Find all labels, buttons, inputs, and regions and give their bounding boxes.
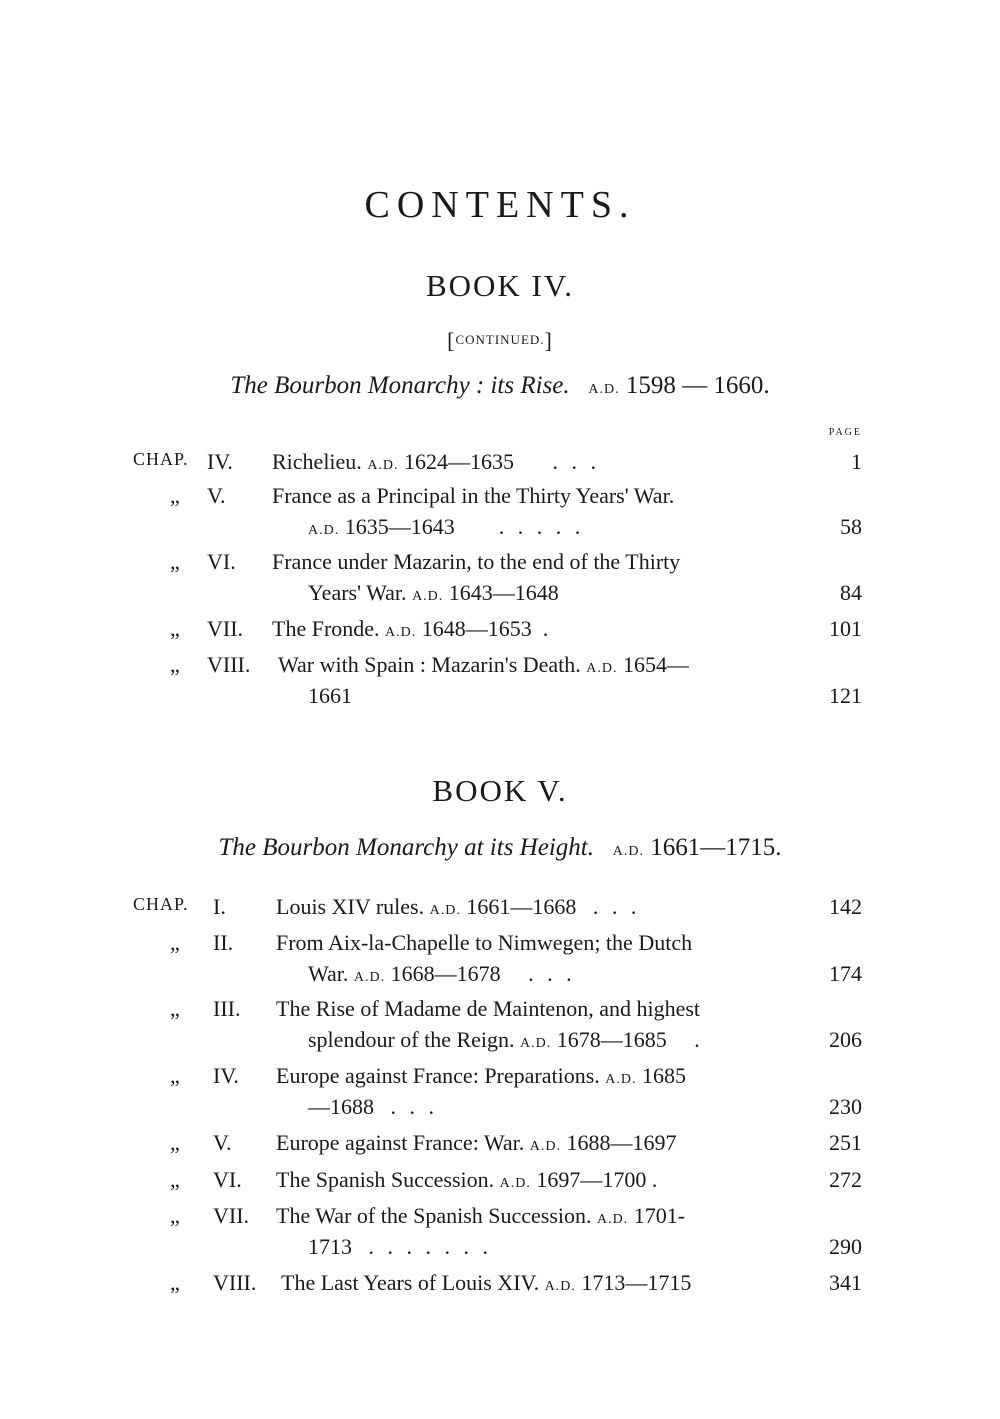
- chapter-number: I.: [213, 894, 226, 919]
- ditto-mark: „: [170, 1130, 180, 1155]
- page-number: 290: [829, 1234, 862, 1259]
- page-number: 142: [829, 894, 862, 919]
- page-number: 272: [829, 1167, 862, 1192]
- book-v-subtitle-text: The Bourbon Monarchy at its Height.: [218, 834, 594, 861]
- chapter-title-line-2: —1688 . . .: [308, 1094, 438, 1119]
- continued-label: CONTINUED.: [455, 331, 545, 347]
- chapter-title-line: The War of the Spanish Succession. A.D. 1701-: [276, 1203, 686, 1228]
- chapter-title-line: War with Spain : Mazarin's Death. A.D. 1654—: [278, 652, 690, 677]
- chapter-title-line-2: Years' War. A.D. 1643—1648: [308, 580, 559, 605]
- chapter-number: III.: [213, 996, 241, 1021]
- chapter-number: VI.: [213, 1167, 242, 1192]
- ditto-mark: „: [170, 996, 180, 1021]
- ditto-mark: „: [170, 1270, 180, 1295]
- ditto-mark: „: [170, 616, 180, 641]
- chapter-number: VII.: [207, 616, 244, 641]
- ditto-mark: „: [170, 1167, 180, 1192]
- chap-label: CHAP.: [133, 449, 189, 469]
- page-number: 84: [840, 580, 862, 605]
- book-iv-subtitle-ad: A.D.: [588, 382, 620, 397]
- ditto-mark: „: [170, 1203, 180, 1228]
- chapter-title-line-2: A.D. 1635—1643 . . . . .: [308, 514, 585, 539]
- chapter-title-line-2: War. A.D. 1668—1678 . . .: [308, 961, 576, 986]
- chapter-title-line-2: 1661: [308, 683, 352, 708]
- page-number: 341: [829, 1270, 862, 1295]
- chapter-number: VII.: [213, 1203, 250, 1228]
- book-iv-subtitle-text: The Bourbon Monarchy : its Rise.: [230, 372, 570, 399]
- page-number: 251: [829, 1130, 862, 1155]
- ditto-mark: „: [170, 1063, 180, 1088]
- book-v-title: BOOK V.: [432, 773, 568, 808]
- book-v-subtitle: [0, 834, 1000, 862]
- chapter-number: VIII.: [207, 652, 251, 677]
- chapter-title-line: France as a Principal in the Thirty Years' War.: [272, 483, 675, 508]
- chapter-title-line: Europe against France: War. A.D. 1688—1697: [276, 1130, 677, 1155]
- chapter-number: V.: [207, 483, 226, 508]
- ditto-mark: „: [170, 930, 180, 955]
- chapter-number: IV.: [207, 449, 233, 474]
- chapter-title-line: The Rise of Madame de Maintenon, and highest: [276, 996, 701, 1021]
- page-number: 101: [829, 616, 862, 641]
- chapter-title-line: The Fronde. A.D. 1648—1653 .: [272, 616, 553, 641]
- book-v-subtitle-dates: 1661—1715.: [650, 834, 782, 861]
- page-title: CONTENTS.: [364, 184, 636, 226]
- chapter-title-line-2: 1713 . . . . . . .: [308, 1234, 492, 1259]
- chapter-title-line: France under Mazarin, to the end of the Thirty: [272, 549, 681, 574]
- book-v-subtitle-ad: A.D.: [612, 844, 644, 859]
- ditto-mark: „: [170, 549, 180, 574]
- chapter-title-line: The Last Years of Louis XIV. A.D. 1713—1715: [281, 1270, 692, 1295]
- book-iv-subtitle-dates: 1598 — 1660.: [625, 372, 770, 399]
- book-iv-subtitle: [0, 372, 1000, 400]
- ditto-mark: „: [170, 652, 180, 677]
- chapter-number: II.: [213, 930, 234, 955]
- chapter-number: VI.: [207, 549, 236, 574]
- chapter-title-line: Richelieu. A.D. 1624—1635 . . .: [272, 449, 601, 474]
- chapter-number: IV.: [213, 1063, 239, 1088]
- chapter-number: VIII.: [213, 1270, 257, 1295]
- book-iv-title: BOOK IV.: [425, 268, 575, 303]
- page-number: 174: [829, 961, 862, 986]
- page-number: 58: [840, 514, 862, 539]
- chapter-title-line: The Spanish Succession. A.D. 1697—1700 .: [276, 1167, 662, 1192]
- ditto-mark: „: [170, 483, 180, 508]
- chapter-title-line: Louis XIV rules. A.D. 1661—1668 . . .: [276, 894, 641, 919]
- page-number: 1: [851, 449, 862, 474]
- chapter-title-line: From Aix-la-Chapelle to Nimwegen; the Dutch: [276, 930, 693, 955]
- chap-label: CHAP.: [133, 894, 189, 914]
- book-iv-continued-note: [CONTINUED.]: [447, 328, 553, 353]
- page-number: 230: [829, 1094, 862, 1119]
- page-number: 206: [829, 1027, 862, 1052]
- chapter-number: V.: [213, 1130, 232, 1155]
- chapter-title-line: Europe against France: Preparations. A.D. 1685: [276, 1063, 687, 1088]
- chapter-title-line-2: splendour of the Reign. A.D. 1678—1685 .: [308, 1027, 704, 1052]
- page-column-label: PAGE: [828, 427, 862, 438]
- page-number: 121: [829, 683, 862, 708]
